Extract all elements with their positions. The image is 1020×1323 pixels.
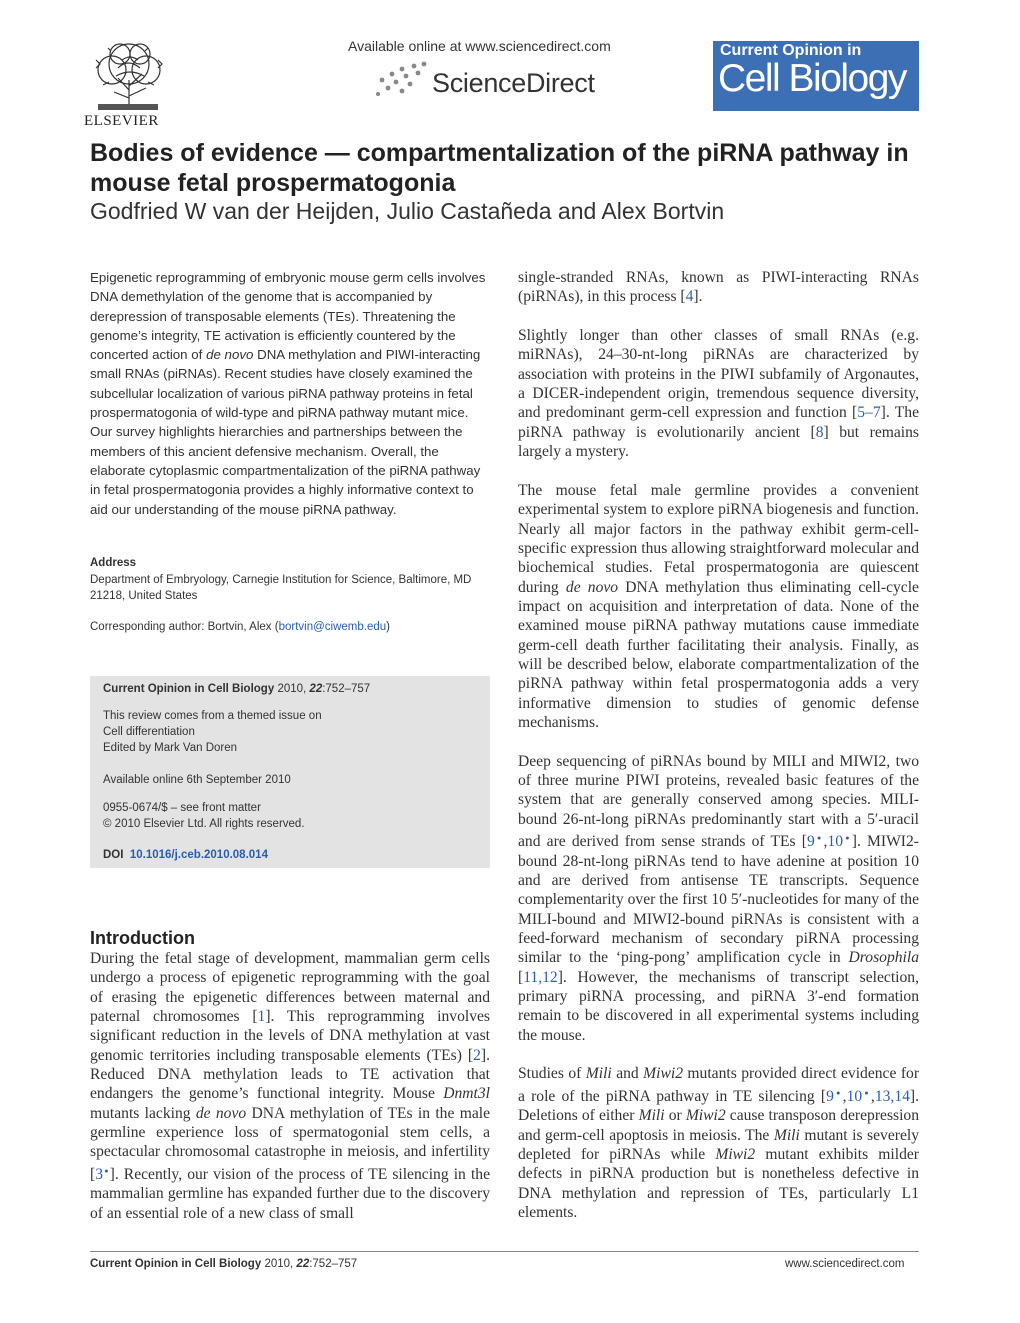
info-theme: This review comes from a themed issue on: [103, 710, 322, 722]
sciencedirect-wordmark: ScienceDirect: [432, 68, 595, 98]
available-online-text: Available online at www.sciencedirect.com: [348, 38, 611, 54]
info-citation: Current Opinion in Cell Biology 2010, 22:752–757: [103, 683, 371, 695]
body-column-right: [518, 268, 919, 1242]
article-info-box: [90, 676, 490, 868]
info-editor: Edited by Mark Van Doren: [103, 742, 238, 754]
article-title: Bodies of evidence — compartmentalization of the piRNA pathway in mouse fetal prospermatogonia: [90, 139, 909, 197]
introduction-heading: Introduction: [90, 928, 195, 948]
author-email-link[interactable]: bortvin@ciwemb.edu: [278, 621, 387, 633]
info-doi: DOI 10.1016/j.ceb.2010.08.014: [103, 849, 268, 861]
doi-link[interactable]: 10.1016/j.ceb.2010.08.014: [129, 849, 268, 861]
corresponding-author: Corresponding author: Bortvin, Alex (bortvin@ciwemb.edu): [90, 621, 390, 633]
introduction-text: During the fetal stage of development, mammalian germ cells undergo a process of epigenetic reprogramming with the goal of erasing the epigenetic differences between maternal and paternal chromosomes [1]. This reprogramming involves significant reduction in the levels of DNA methylation at vast genomic territories including transposable elements (TEs) [2]. Reduced DNA methylation leads to TE activation that endangers the genome’s functional integrity. Mouse Dnmt3l mutants lacking de novo DNA methylation of TEs in the male germline experience loss of spermatogonial stem cells, a spectacular chromosomal catastrophe in meiosis, and infertility [3●]. Recently, our vision of the process of TE silencing in the mammalian germline has expanded further due to the discovery of an essential role of a new class of small: [90, 950, 490, 1222]
paragraph: single-stranded RNAs, known as PIWI-interacting RNAs (piRNAs), in this process [4].: [518, 269, 919, 306]
elsevier-tree-logo: [88, 40, 170, 112]
info-theme-name: Cell differentiation: [103, 726, 195, 738]
footer-url[interactable]: www.sciencedirect.com: [785, 1258, 905, 1270]
abstract: Epigenetic reprogramming of embryonic mouse germ cells involves DNA demethylation of the genome that is accompanied by derepression of transposable elements (TEs). Threatening the genome’s integrity, TE activation is efficiently countered by the concerted action of de novo DNA methylation and PIWI-interacting small RNAs (piRNAs). Recent studies have closely examined the subcellular localization of various piRNA pathway proteins in fetal prospermatogonia of wild-type and piRNA pathway mutant mice. Our survey highlights hierarchies and partnerships between the members of this ancient defensive mechanism. Overall, the elaborate cytoplasmic compartmentalization of the piRNA pathway in fetal prospermatogonia provides a highly informative context to aid our understanding of the mouse piRNA pathway.: [90, 270, 486, 517]
info-available: Available online 6th September 2010: [103, 774, 291, 786]
info-copyright: © 2010 Elsevier Ltd. All rights reserved.: [103, 818, 305, 830]
paragraph: The mouse fetal male germline provides a convenient experimental system to explore piRNA biogenesis and function. Nearly all major factors in the pathway exhibit germ-cell-specific expression thus allowing straightforward molecular and biochemical studies. Fetal prospermatogonia are quiescent during de novo DNA methylation thus eliminating cell-cycle impact on acquisition and interpretation of data. None of the examined mouse piRNA pathway mutations cause immediate germ-cell death further facilitating their analysis. Finally, as will be described below, elaborate compartmentalization of the piRNA pathway within fetal prospermatogonia adds a very informative dimension to studies of genomic defense mechanisms.: [518, 481, 919, 731]
footer-citation: Current Opinion in Cell Biology 2010, 22:752–757: [90, 1258, 358, 1270]
address-text: Department of Embryology, Carnegie Institution for Science, Baltimore, MD 21218, United States: [90, 574, 472, 602]
paragraph: Studies of Mili and Miwi2 mutants provided direct evidence for a role of the piRNA pathway in TE silencing [9●,10●,13,14]. Deletions of either Mili or Miwi2 cause transposon derepression and germ-cell apoptosis in meiosis. The Mili mutant is severely depleted for piRNAs while Miwi2 mutant exhibits milder defects in piRNA production but is nonetheless defective in DNA methylation and repression of TEs, particularly L1 elements.: [518, 1065, 920, 1222]
address-heading: Address: [90, 557, 137, 569]
publisher-name: ELSEVIER: [84, 113, 159, 129]
article-authors: Godfried W van der Heijden, Julio Castañeda and Alex Bortvin: [90, 198, 725, 224]
paragraph: Deep sequencing of piRNAs bound by MILI and MIWI2, two of three murine PIWI proteins, revealed basic features of the system that are generally conserved among species. MILI-bound 26-nt-long piRNAs predominantly start with a 5′-uracil and are derived from sense strands of TEs [9●,10●]. MIWI2-bound 28-nt-long piRNAs tend to have adenine at position 10 and are derived from antisense TE transcripts. Sequence complementarity over the first 10 5′-nucleotides for many of the MILI-bound and MIWI2-bound piRNAs is consistent with a feed-forward mechanism of secondary piRNA processing similar to the ‘ping-pong’ amplification cycle in Drosophila [11,12]. However, the mechanisms of transcript selection, primary piRNA processing, and piRNA 3′-end formation remain to be discovered in all experimental systems including the mouse.: [518, 752, 919, 1044]
footer-divider: [90, 1251, 919, 1252]
info-issn: 0955-0674/$ – see front matter: [103, 802, 261, 814]
journal-logo-line1: Current Opinion in: [720, 42, 862, 59]
journal-logo-line2: Cell Biology: [718, 57, 906, 100]
paragraph: Slightly longer than other classes of small RNAs (e.g. miRNAs), 24–30-nt-long piRNAs are characterized by association with proteins in the PIWI subfamily of Argonautes, a DICER-independent origin, tremendous sequence diversity, and predominant germ-cell expression and function [5–7]. The piRNA pathway is evolutionarily ancient [8] but remains largely a mystery.: [518, 327, 920, 461]
